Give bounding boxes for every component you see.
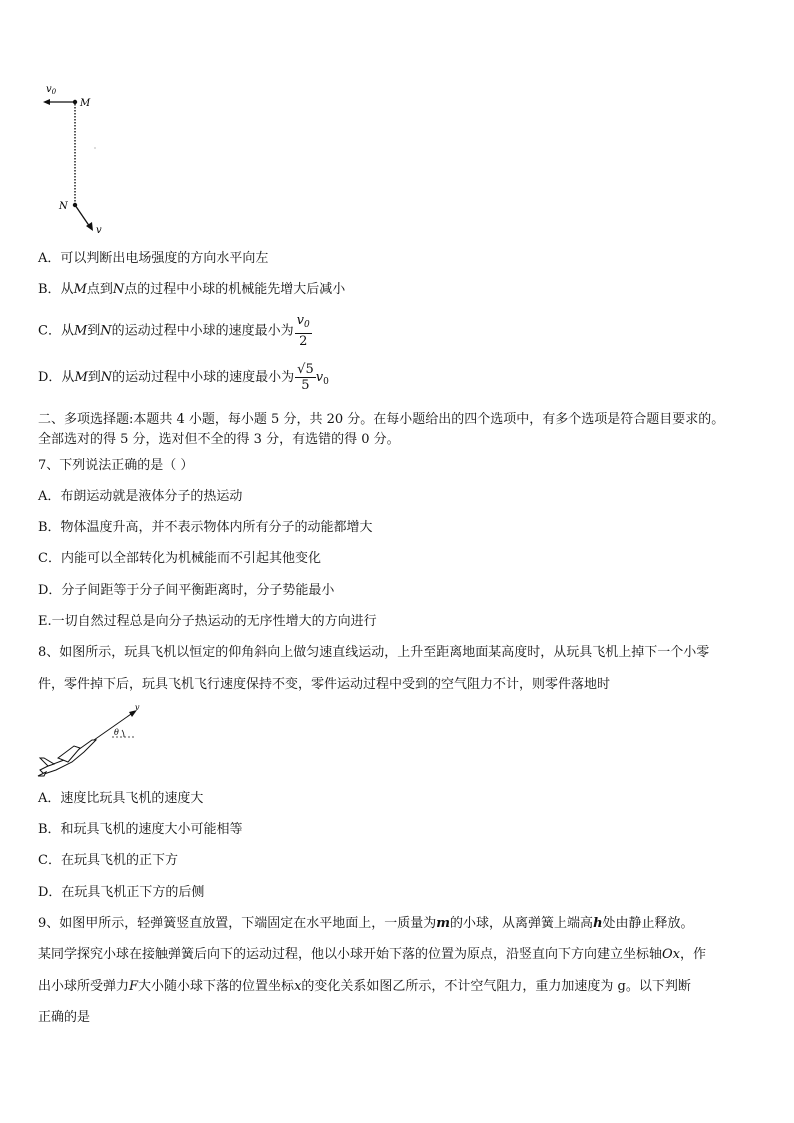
point-m [73,100,77,104]
q9-line1: 9、如图甲所示，轻弹簧竖直放置，下端固定在水平地面上，一质量为m的小球，从离弹簧上端高h处由静止释放。 [38,916,694,931]
v-arrow [75,205,90,227]
q7-option-a: A．布朗运动就是液体分子的热运动 [38,489,243,504]
q6-option-a: A．可以判断出电场强度的方向水平向左 [38,251,269,266]
q7-option-c: C．内能可以全部转化为机械能而不引起其他变化 [38,551,321,566]
angle-arc [122,730,124,737]
q7-option-e: E.一切自然过程总是向分子热运动的无序性增大的方向进行 [38,614,377,629]
q8-stem-line2: 件，零件掉下后，玩具飞机飞行速度保持不变，零件运动过程中受到的空气阻力不计，则零件落地时 [38,677,611,692]
label-v0: $v_0$ [46,84,57,96]
q7-option-b: B．物体温度升高，并不表示物体内所有分子的动能都增大 [38,520,373,535]
q8-option-c: C．在玩具飞机的正下方 [38,853,178,868]
q9-line4: 正确的是 [38,1010,91,1025]
q6-option-b: B．从M点到N点的过程中小球的机械能先增大后减小 [38,282,346,297]
fraction-sqrt5-over-5: $\frac{√5}{5}$ [297,362,314,393]
section2-line1: 二、多项选择题:本题共 4 小题，每小题 5 分，共 20 分。在每小题给出的四个选项中，有多个选项是符合题目要求的。 [38,412,725,427]
section2-line2: 全部选对的得 5 分，选对但不全的得 3 分，有选错的得 0 分。 [38,432,400,447]
q9-line2: 某同学探究小球在接触弹簧后向下的运动过程，他以小球开始下落的位置为原点，沿竖直向下方向建立坐标轴Ox，作 [38,947,707,962]
q8-option-a: A．速度比玩具飞机的速度大 [38,791,204,806]
label-theta: θ [114,728,119,737]
figure-toy-plane [34,704,154,779]
q9-line3: 出小球所受弹力F大小随小球下落的位置坐标x的变化关系如图乙所示，不计空气阻力，重力加速度为 g。以下判断 [38,979,691,994]
q8-stem-line1: 8、如图所示，玩具飞机以恒定的仰角斜向上做匀速直线运动，上升至距离地面某高度时，从玩具飞机上掉下一个小零 [38,645,710,660]
label-m: M [80,98,91,109]
v0-arrowhead [43,99,50,105]
q8-option-d: D．在玩具飞机正下方的后侧 [38,885,205,900]
label-v: v [135,704,140,712]
q6-option-c: C．从M到N的运动过程中小球的速度最小为 $\frac{v_0}{2}$ [38,313,310,349]
q7-option-d: D．分子间距等于分子间平衡距离时，分子势能最小 [38,583,335,598]
figure-m-n-trajectory [38,80,128,240]
q6-option-d: D．从M到N的运动过程中小球的速度最小为 $\frac{√5}{5}$ $v_0$ [38,362,329,393]
q8-option-b: B．和玩具飞机的速度大小可能相等 [38,822,243,837]
label-v: v [96,225,102,236]
q7-stem: 7、下列说法正确的是（ ） [38,458,194,473]
label-n: N [59,201,68,212]
fraction-v0-over-2: $\frac{v_0}{2}$ [296,313,310,349]
